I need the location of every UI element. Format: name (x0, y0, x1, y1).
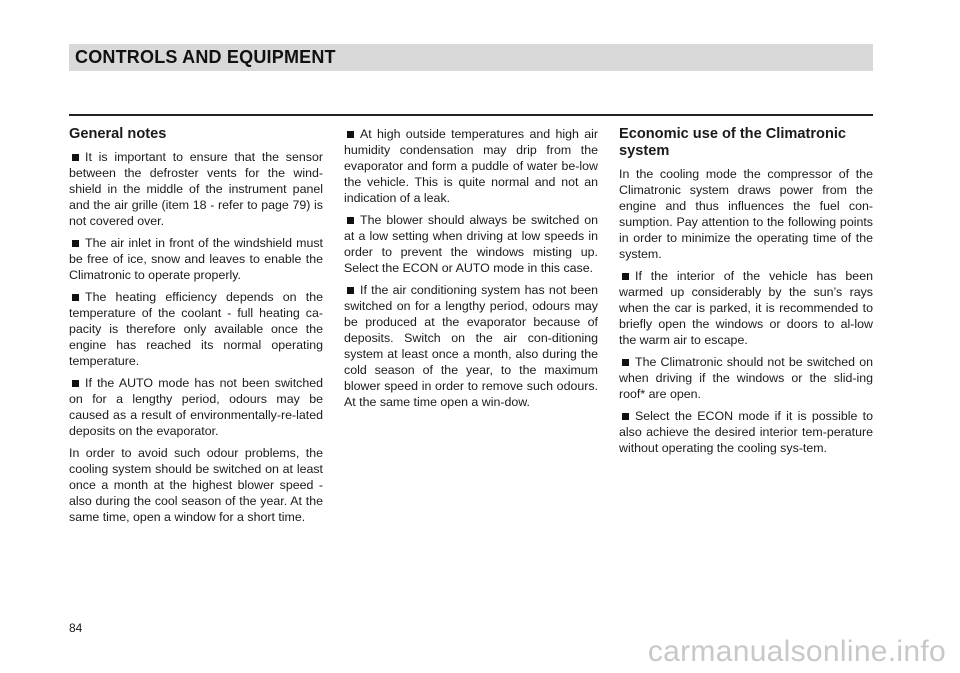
paragraph (69, 289, 323, 369)
bullet-icon (622, 359, 629, 366)
paragraph-text: In order to avoid such odour problems, the cooling system should be switched on at least once a month at the highest blower speed - also during the cool season of the year. At the same time, open a window for a short time. (69, 446, 323, 524)
heading-economic-use: Economic use of the Climatronic system (619, 126, 847, 159)
paragraph-text: Select the ECON mode if it is possible to also achieve the desired interior tem-perature without operating the cooling sys-tem. (619, 409, 873, 455)
paragraph (619, 354, 873, 402)
bullet-icon (72, 154, 79, 161)
section-header-bar (69, 44, 873, 71)
bullet-icon (72, 380, 79, 387)
column-general-notes (69, 126, 323, 531)
column-continued-notes (344, 126, 598, 416)
paragraph (344, 126, 598, 206)
heading-general-notes: General notes (69, 126, 167, 142)
paragraph (619, 166, 873, 262)
paragraph (69, 149, 323, 229)
bullet-icon (347, 131, 354, 138)
paragraph-text: If the interior of the vehicle has been warmed up considerably by the sun’s rays when the car is parked, it is recommended to briefly open the windows or doors to al-low the warm air to escape. (619, 269, 873, 347)
paragraph (619, 268, 873, 348)
bullet-icon (622, 413, 629, 420)
paragraph-text: At high outside temperatures and high air humidity condensation may drip from the evaporator and form a puddle of water be-low the vehicle. This is quite normal and not an indication of a leak. (344, 127, 598, 205)
page-number: 84 (69, 621, 83, 635)
horizontal-rule (69, 114, 873, 116)
paragraph-text: If the air conditioning system has not been switched on for a lengthy period, odours may be produced at the evaporator because of deposits. Switch on the air con-ditioning system at least once a month, also during the cold season of the year, to the maximum blower speed in order to remove such odours. At the same time open a win-dow. (344, 283, 598, 409)
paragraph-text: It is important to ensure that the sensor between the defroster vents for the wind-shield in the middle of the instrument panel and the air grille (item 18 - refer to page 79) is not covered over. (69, 150, 323, 228)
bullet-icon (622, 273, 629, 280)
paragraph (69, 235, 323, 283)
paragraph-text: If the AUTO mode has not been switched on for a lengthy period, odours may be caused as a result of environmentally-re-lated deposits on the evaporator. (69, 376, 323, 438)
bullet-icon (347, 287, 354, 294)
paragraph-text: In the cooling mode the compressor of the Climatronic system draws power from the engine and thus influences the fuel con-sumption. Pay attention to the following points in order to minimize the operating time of the system. (619, 167, 873, 261)
paragraph-text: The Climatronic should not be switched on when driving if the windows or the slid-ing roof* are open. (619, 355, 873, 401)
watermark: carmanualsonline.info (647, 635, 946, 668)
paragraph (619, 408, 873, 456)
section-title: CONTROLS AND EQUIPMENT (75, 47, 336, 67)
paragraph-text: The blower should always be switched on at a low setting when driving at low speeds in order to prevent the windows misting up. Select the ECON or AUTO mode in this case. (344, 213, 598, 275)
paragraph (69, 375, 323, 439)
paragraph (344, 282, 598, 410)
bullet-icon (72, 294, 79, 301)
paragraph (344, 212, 598, 276)
bullet-icon (72, 240, 79, 247)
bullet-icon (347, 217, 354, 224)
paragraph-text: The heating efficiency depends on the temperature of the coolant - full heating ca-pacity is therefore only available once the engine has reached its normal operating temperature. (69, 290, 323, 368)
paragraph (69, 445, 323, 525)
paragraph-text: The air inlet in front of the windshield must be free of ice, snow and leaves to enable the Climatronic to operate properly. (69, 236, 323, 282)
column-economic-use (619, 126, 873, 462)
